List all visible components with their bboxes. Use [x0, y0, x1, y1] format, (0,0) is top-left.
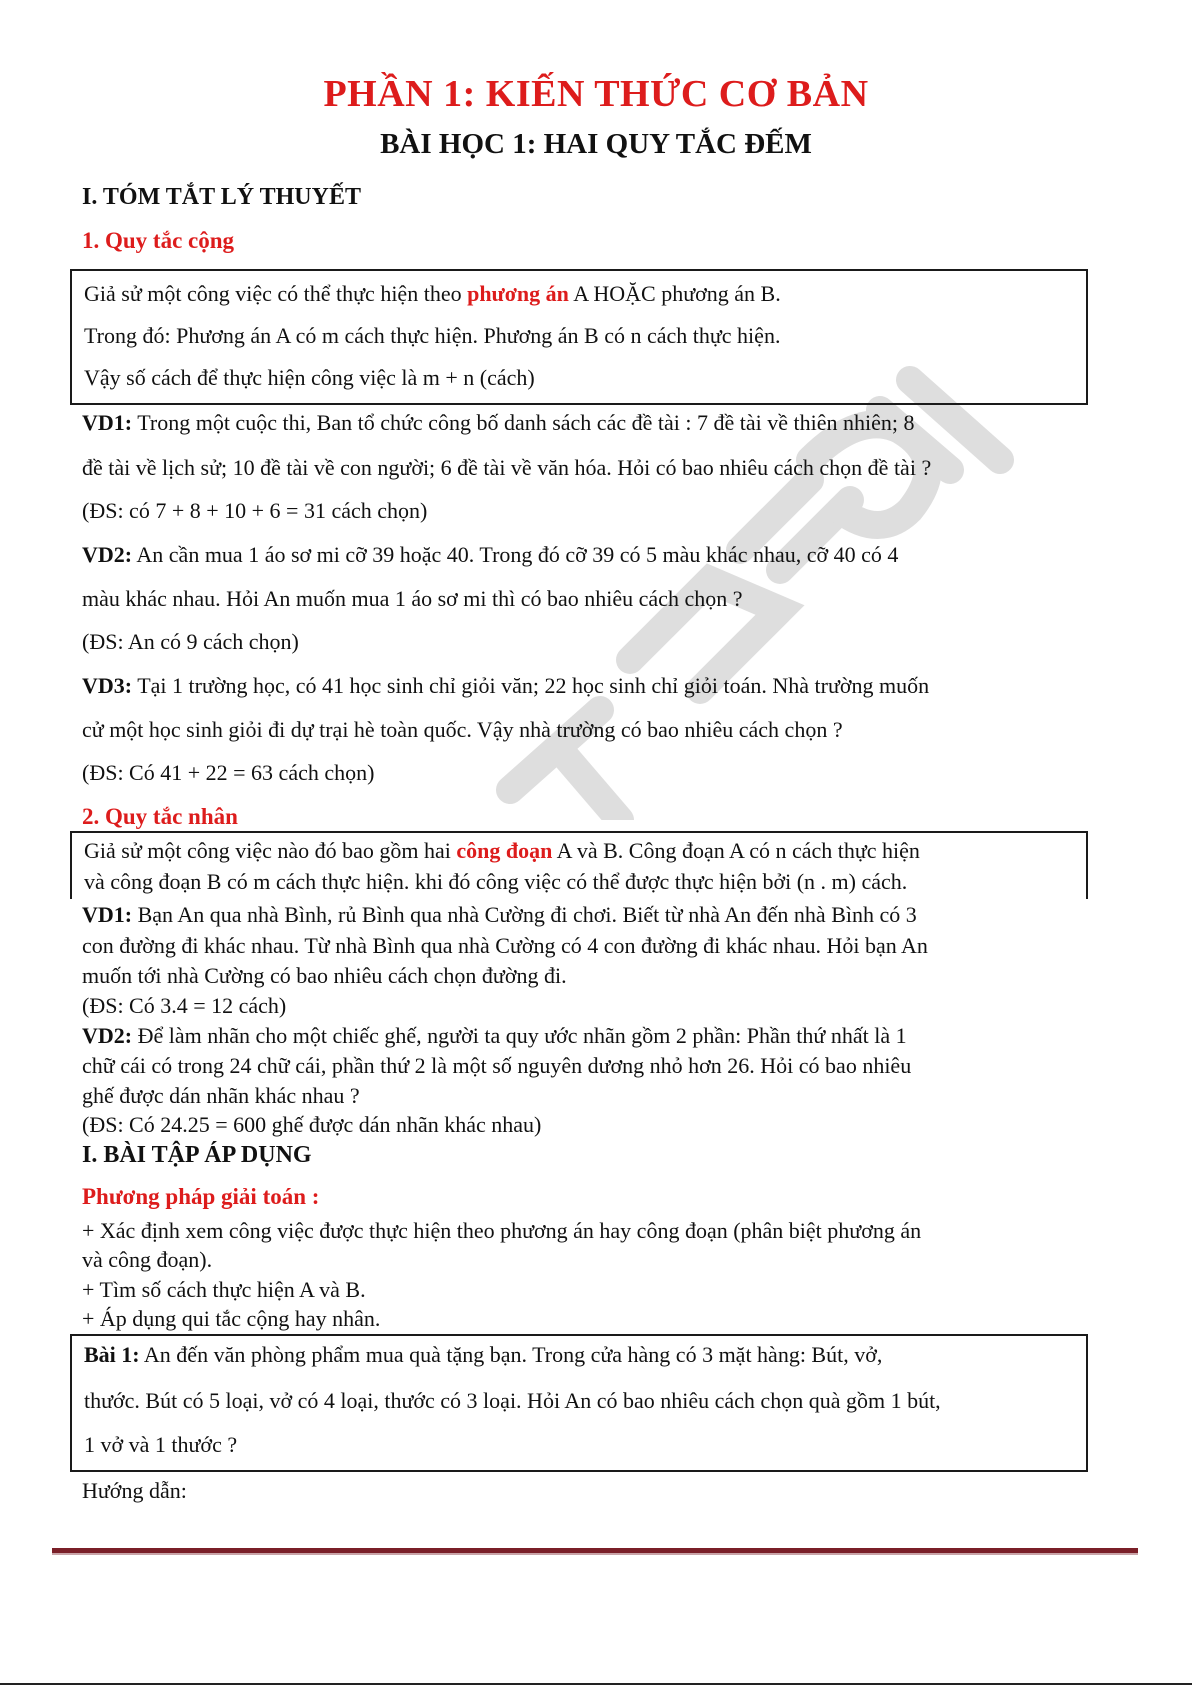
text: An đến văn phòng phẩm mua quà tặng bạn. Trong cửa hàng có 3 mặt hàng: Bút, vở,: [139, 1342, 883, 1367]
section-theory-heading: I. TÓM TẮT LÝ THUYẾT: [82, 184, 361, 210]
exercise-line1: [84, 1342, 882, 1368]
text: A HOẶC phương án B.: [568, 281, 781, 306]
example-line: con đường đi khác nhau. Từ nhà Bình qua nhà Cường có 4 con đường đi khác nhau. Hỏi bạn An: [82, 933, 928, 958]
text: Bạn An qua nhà Bình, rủ Bình qua nhà Cường đi chơi. Biết từ nhà An đến nhà Bình có 3: [132, 902, 917, 927]
example-line: màu khác nhau. Hỏi An muốn mua 1 áo sơ mi thì có bao nhiêu cách chọn ?: [82, 586, 743, 611]
example-line: [82, 1023, 907, 1049]
example-answer: (ĐS: Có 24.25 = 600 ghế được dán nhãn khác nhau): [82, 1112, 542, 1137]
exercise-box: [70, 1334, 1088, 1472]
text: A và B. Công đoạn A có n cách thực hiện: [552, 838, 920, 863]
method-heading: Phương pháp giải toán :: [82, 1184, 320, 1209]
section-exercises-heading: I. BÀI TẬP ÁP DỤNG: [82, 1142, 312, 1168]
example-answer: (ĐS: có 7 + 8 + 10 + 6 = 31 cách chọn): [82, 498, 428, 523]
text: Trong một cuộc thi, Ban tổ chức công bố danh sách các đề tài : 7 đề tài về thiên nhiên; 8: [132, 410, 915, 435]
rule-addition-line1: [84, 281, 781, 307]
guide-label: Hướng dẫn:: [82, 1478, 187, 1503]
footer-rule: [52, 1548, 1138, 1555]
example-line: [82, 542, 898, 568]
text: Giả sử một công việc nào đó bao gồm hai: [84, 838, 457, 863]
text: An cần mua 1 áo sơ mi cỡ 39 hoặc 40. Trong đó cỡ 39 có 5 màu khác nhau, cỡ 40 có 4: [132, 542, 899, 567]
text: Để làm nhãn cho một chiếc ghế, người ta quy ước nhãn gồm 2 phần: Phần thứ nhất là 1: [132, 1023, 907, 1048]
text: Tại 1 trường học, có 41 học sinh chỉ giỏi văn; 22 học sinh chỉ giỏi toán. Nhà trường muốn: [132, 673, 930, 698]
rule-multiplication-line1: [84, 838, 920, 864]
rule-addition-box: [70, 269, 1088, 405]
example-answer: (ĐS: An có 9 cách chọn): [82, 629, 299, 654]
exercise-label: Bài 1:: [84, 1342, 140, 1367]
example-line: ghế được dán nhãn khác nhau ?: [82, 1083, 360, 1108]
example-line: đề tài về lịch sử; 10 đề tài về con người; 6 đề tài về văn hóa. Hỏi có bao nhiêu cách chọn đề tài ?: [82, 455, 932, 480]
example-line: chữ cái có trong 24 chữ cái, phần thứ 2 là một số nguyên dương nhỏ hơn 26. Hỏi có bao nhiêu: [82, 1053, 912, 1078]
example-label: VD2:: [82, 542, 133, 567]
highlight-term: phương án: [467, 281, 569, 306]
example-line: cử một học sinh giỏi đi dự trại hè toàn quốc. Vậy nhà trường có bao nhiêu cách chọn ?: [82, 717, 843, 742]
rule-addition-heading: 1. Quy tắc cộng: [82, 228, 235, 253]
example-line: [82, 902, 917, 928]
text: Giả sử một công việc có thể thực hiện theo: [84, 281, 468, 306]
rule-addition-line3: Vậy số cách để thực hiện công việc là m + n (cách): [84, 365, 535, 390]
rule-multiplication-line2: và công đoạn B có m cách thực hiện. khi đó công việc có thể được thực hiện bởi (n . m) cách.: [84, 869, 908, 894]
example-label: VD1:: [82, 902, 133, 927]
rule-multiplication-heading: 2. Quy tắc nhân: [82, 804, 238, 829]
highlight-term: công đoạn: [456, 838, 553, 863]
example-line: [82, 673, 929, 699]
rule-multiplication-box: [70, 831, 1088, 899]
example-line: [82, 410, 914, 436]
exercise-line2: thước. Bút có 5 loại, vở có 4 loại, thước có 3 loại. Hỏi An có bao nhiêu cách chọn quà gồm 1 bút,: [84, 1388, 941, 1413]
exercise-line3: 1 vở và 1 thước ?: [84, 1432, 238, 1457]
part-title: PHẦN 1: KIẾN THỨC CƠ BẢN: [323, 73, 869, 115]
method-line: + Áp dụng qui tắc cộng hay nhân.: [82, 1306, 381, 1331]
method-line: + Tìm số cách thực hiện A và B.: [82, 1277, 366, 1302]
rule-addition-line2: Trong đó: Phương án A có m cách thực hiện. Phương án B có n cách thực hiện.: [84, 323, 781, 348]
example-label: VD1:: [82, 410, 133, 435]
example-answer: (ĐS: Có 3.4 = 12 cách): [82, 993, 287, 1018]
example-label: VD3:: [82, 673, 133, 698]
example-line: muốn tới nhà Cường có bao nhiêu cách chọn đường đi.: [82, 963, 567, 988]
lesson-title: BÀI HỌC 1: HAI QUY TẮC ĐẾM: [380, 128, 812, 160]
method-line: và công đoạn).: [82, 1247, 213, 1272]
method-line: + Xác định xem công việc được thực hiện theo phương án hay công đoạn (phân biệt phương án: [82, 1218, 922, 1243]
example-label: VD2:: [82, 1023, 133, 1048]
example-answer: (ĐS: Có 41 + 22 = 63 cách chọn): [82, 760, 375, 785]
